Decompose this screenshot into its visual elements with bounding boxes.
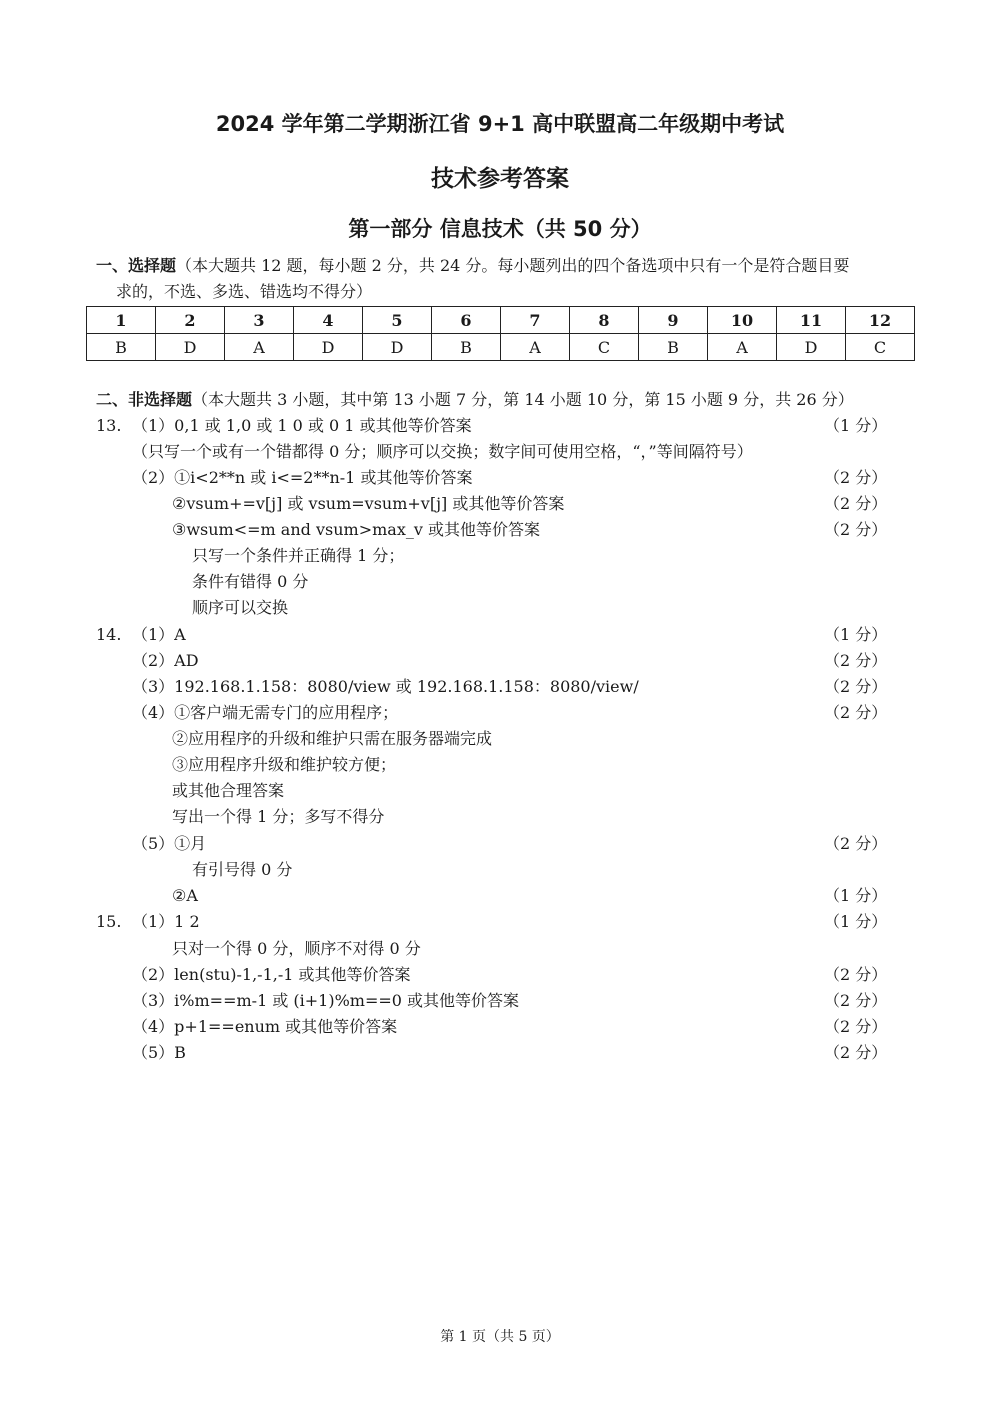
answer-cell: D [363, 334, 432, 361]
q13-note-4: 顺序可以交换 [192, 598, 289, 617]
q14-answer-1: （1）A [132, 625, 186, 644]
answer-cell: D [777, 334, 846, 361]
section1-desc-line2: 求的，不选、多选、错选均不得分） [116, 282, 373, 301]
answer-table-answers-row [87, 334, 915, 361]
q14-note-3: 有引号得 0 分 [192, 860, 293, 879]
question-number: 1 [87, 307, 156, 334]
q13-score-2-2: （2 分） [824, 494, 888, 513]
answer-cell: B [432, 334, 501, 361]
section1-desc-line1: （本大题共 12 题，每小题 2 分，共 24 分。每小题列出的四个备选项中只有一个是符合题目要 [176, 256, 850, 275]
q13-answer-2-3: ③wsum<=m and vsum>max_v 或其他等价答案 [172, 520, 540, 539]
question-number: 2 [156, 307, 225, 334]
q13-score-1: （1 分） [824, 416, 888, 435]
q15-answer-5: （5）B [132, 1043, 186, 1062]
question-number: 10 [708, 307, 777, 334]
question-number: 6 [432, 307, 501, 334]
q14-note-1: 或其他合理答案 [172, 781, 285, 800]
q14-answer-4-2: ②应用程序的升级和维护只需在服务器端完成 [172, 729, 493, 748]
answer-cell: C [846, 334, 915, 361]
q15-note-1: 只对一个得 0 分，顺序不对得 0 分 [172, 939, 421, 958]
q14-number: 14. [96, 625, 122, 644]
answer-cell: A [501, 334, 570, 361]
q14-note-2: 写出一个得 1 分；多写不得分 [172, 807, 385, 826]
answer-cell: B [639, 334, 708, 361]
q15-answer-3: （3）i%m==m-1 或 (i+1)%m==0 或其他等价答案 [132, 991, 520, 1010]
q13-answer-2-1: （2）①i<2**n 或 i<=2**n-1 或其他等价答案 [132, 468, 473, 487]
section1-heading: 一、选择题 [96, 256, 177, 275]
q14-answer-5-2: ②A [172, 886, 198, 905]
section2-heading: 二、非选择题 [96, 390, 193, 409]
q13-note-3: 条件有错得 0 分 [192, 572, 309, 591]
q13-score-2-3: （2 分） [824, 520, 888, 539]
question-number: 7 [501, 307, 570, 334]
q14-answer-3: （3）192.168.1.158：8080/view 或 192.168.1.158：8080/view/ [132, 677, 639, 696]
section2-intro [96, 390, 854, 410]
q14-score-5-1: （2 分） [824, 834, 888, 853]
q14-answer-5-1: （5）①月 [132, 834, 207, 853]
question-number: 8 [570, 307, 639, 334]
document-subtitle: 技术参考答案 [431, 166, 569, 192]
q14-score-4: （2 分） [824, 703, 888, 722]
q14-answer-4-3: ③应用程序升级和维护较方便； [172, 755, 397, 774]
document-title: 2024 学年第二学期浙江省 9+1 高中联盟高二年级期中考试 [215, 112, 785, 136]
question-number: 4 [294, 307, 363, 334]
q15-score-1: （1 分） [824, 912, 888, 931]
answer-cell: B [87, 334, 156, 361]
q14-answer-4-1: （4）①客户端无需专门的应用程序； [132, 703, 399, 722]
q15-score-3: （2 分） [824, 991, 888, 1010]
q15-score-4: （2 分） [824, 1017, 888, 1036]
q14-score-3: （2 分） [824, 677, 888, 696]
question-number: 11 [777, 307, 846, 334]
q14-score-1: （1 分） [824, 625, 888, 644]
answer-cell: D [294, 334, 363, 361]
question-number: 5 [363, 307, 432, 334]
answer-table [86, 306, 915, 361]
q14-score-2: （2 分） [824, 651, 888, 670]
q15-answer-2: （2）len(stu)-1,-1,-1 或其他等价答案 [132, 965, 411, 984]
answer-cell: C [570, 334, 639, 361]
q13-note-2: 只写一个条件并正确得 1 分； [192, 546, 405, 565]
q13-note-1: （只写一个或有一个错都得 0 分；顺序可以交换；数字间可使用空格，“，”等间隔符号） [132, 442, 753, 461]
answer-cell: D [156, 334, 225, 361]
q13-answer-1: （1）0,1 或 1,0 或 1 0 或 0 1 或其他等价答案 [132, 416, 472, 435]
q15-score-2: （2 分） [824, 965, 888, 984]
section1-intro [96, 256, 849, 276]
question-number: 3 [225, 307, 294, 334]
q15-number: 15. [96, 912, 122, 931]
q15-answer-4: （4）p+1==enum 或其他等价答案 [132, 1017, 398, 1036]
answer-cell: A [708, 334, 777, 361]
q13-number: 13. [96, 416, 122, 435]
answer-table-numbers-row [87, 307, 915, 334]
part-title: 第一部分 信息技术（共 50 分） [348, 217, 652, 241]
page-footer: 第 1 页（共 5 页） [440, 1329, 560, 1345]
q14-score-5-2: （1 分） [824, 886, 888, 905]
question-number: 9 [639, 307, 708, 334]
q15-answer-1: （1）1 2 [132, 912, 200, 931]
answer-cell: A [225, 334, 294, 361]
q14-answer-2: （2）AD [132, 651, 199, 670]
question-number: 12 [846, 307, 915, 334]
q15-score-5: （2 分） [824, 1043, 888, 1062]
q13-answer-2-2: ②vsum+=v[j] 或 vsum=vsum+v[j] 或其他等价答案 [172, 494, 565, 513]
q13-score-2-1: （2 分） [824, 468, 888, 487]
section2-desc: （本大题共 3 小题，其中第 13 小题 7 分，第 14 小题 10 分，第 15 小题 9 分，共 26 分） [192, 390, 854, 409]
